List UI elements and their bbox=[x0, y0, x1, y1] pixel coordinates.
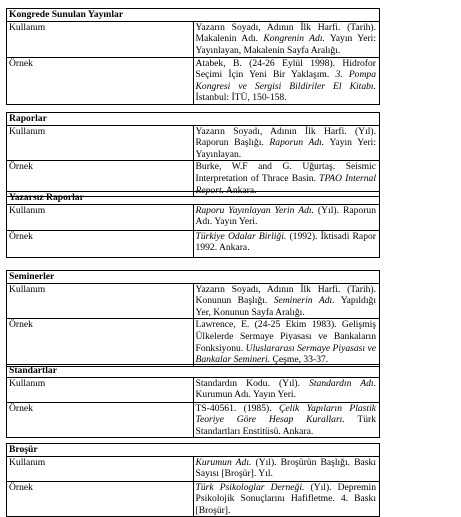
example-label: Örnek bbox=[7, 319, 194, 366]
section-title: Broşür bbox=[7, 444, 380, 457]
usage-text: Standardın Kodu. (Yıl). Standardın Adı. Kurumun Adı. Yayın Yeri. bbox=[193, 377, 380, 402]
example-label: Örnek bbox=[7, 481, 194, 517]
section-title: Seminerler bbox=[7, 271, 380, 284]
usage-text: Yazarın Soyadı, Adının İlk Harfi. (Tarih). Makalenin Adı. Kongrenin Adı. Yayın Yeri: Yayınlayan, Makalenin Sayfa Aralığı. bbox=[193, 21, 380, 57]
example-text: Atabek, B. (24-26 Eylül 1998). Hidrofor Seçimi İçin Yeni Bir Yaklaşım. 3. Pompa Kongresi ve Sergisi Bildiriler El Kitabı. İstanbul: İTÜ, 150-158. bbox=[193, 57, 380, 104]
reference-table bbox=[6, 112, 380, 197]
reference-table bbox=[6, 364, 380, 438]
section-raporlar bbox=[6, 112, 380, 197]
usage-label: Kullanım bbox=[7, 283, 194, 319]
example-text: Türk Psikologlar Derneği. (Yıl). Depremin Psikolojik Sonuçlarını Hafifletme. 4. Baskı [Broşür]. bbox=[193, 481, 380, 517]
example-text: Türkiye Odalar Birliği. (1992). İktisadi Rapor 1992. Ankara. bbox=[193, 230, 380, 257]
section-title: Standartlar bbox=[7, 365, 380, 378]
section-title: Raporlar bbox=[7, 113, 380, 126]
usage-label: Kullanım bbox=[7, 204, 194, 230]
example-text: TS-40561. (1985). Çelik Yapıların Plastik Teoriye Göre Hesap Kuralları. Türk Standartları Enstitüsü. Ankara. bbox=[193, 402, 380, 438]
example-label: Örnek bbox=[7, 402, 194, 438]
section-brosur bbox=[6, 443, 380, 517]
usage-label: Kullanım bbox=[7, 125, 194, 161]
example-label: Örnek bbox=[7, 57, 194, 104]
usage-text: Yazarın Soyadı, Adının İlk Harfi. (Yıl). Raporun Başlığı. Raporun Adı. Yayın Yeri: Yayınlayan. bbox=[193, 125, 380, 161]
example-text: Lawrence, E. (24-25 Ekim 1983). Gelişmiş Ülkelerde Sermaye Piyasası ve Bankaların Fonksiyonu. Uluslararası Sermaye Piyasası ve Bankalar Semineri. Çeşme, 33-37. bbox=[193, 319, 380, 366]
example-text: Burke, W.F and G. Uğurtaş. Seismic Interpretation of Thrace Basin. TPAO Internal Report. Ankara. bbox=[193, 161, 380, 197]
usage-text: Kurumun Adı. (Yıl). Broşürün Başlığı. Baskı Sayısı [Broşür]. Yıl. bbox=[193, 456, 380, 481]
usage-text: Yazarın Soyadı, Adının İlk Harfi. (Tarih). Konunun Başlığı. Seminerin Adı. Yapıldığı Yer, Konunun Sayfa Aralığı. bbox=[193, 283, 380, 319]
usage-label: Kullanım bbox=[7, 377, 194, 402]
section-seminerler bbox=[6, 270, 380, 367]
section-standartlar bbox=[6, 364, 380, 438]
reference-table bbox=[6, 8, 380, 105]
section-yazarsiz-raporlar bbox=[6, 191, 380, 258]
usage-text: Raporu Yayınlayan Yerin Adı. (Yıl). Raporun Adı. Yayın Yeri. bbox=[193, 204, 380, 230]
example-label: Örnek bbox=[7, 161, 194, 197]
reference-table bbox=[6, 191, 380, 258]
example-label: Örnek bbox=[7, 230, 194, 257]
reference-table bbox=[6, 270, 380, 367]
section-kongre bbox=[6, 8, 380, 105]
section-title: Yazarsız Raporlar bbox=[7, 192, 380, 205]
reference-table bbox=[6, 443, 380, 517]
usage-label: Kullanım bbox=[7, 21, 194, 57]
usage-label: Kullanım bbox=[7, 456, 194, 481]
section-title: Kongrede Sunulan Yayınlar bbox=[7, 9, 380, 22]
